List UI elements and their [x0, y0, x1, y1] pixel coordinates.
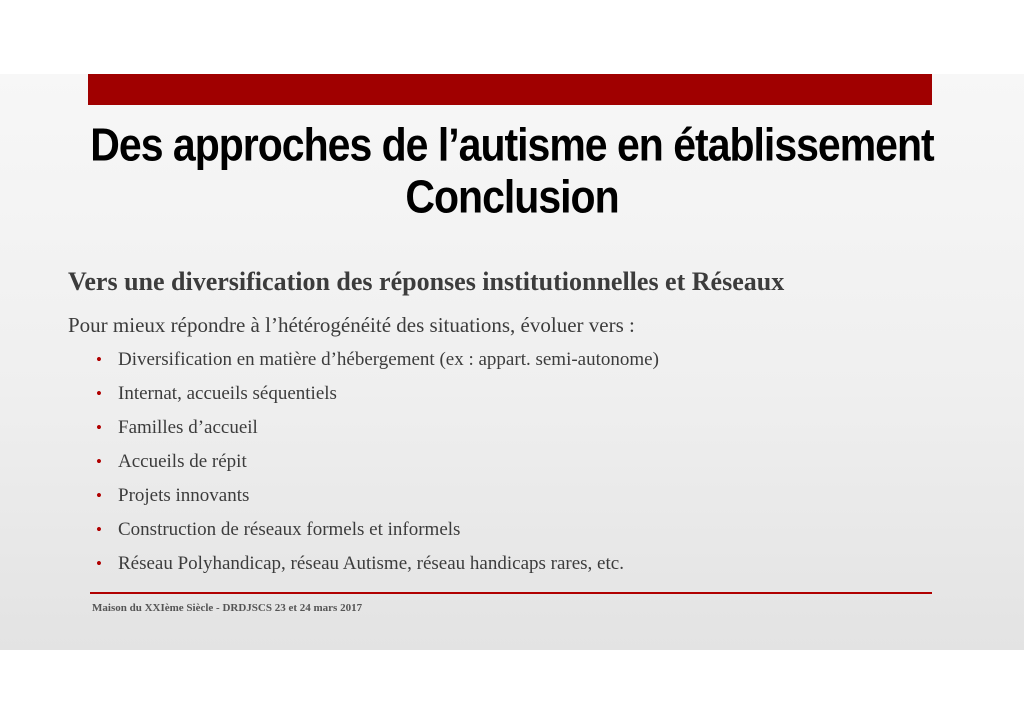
- top-accent-bar: [88, 74, 932, 105]
- footer-divider: [90, 592, 932, 594]
- bullet-dot-icon: •: [96, 350, 102, 369]
- intro-text: Pour mieux répondre à l’hétérogénéité des situations, évoluer vers :: [68, 313, 635, 337]
- bullet-item: [96, 346, 659, 380]
- slide-title: Des approches de l’autisme en établissement: [90, 119, 934, 171]
- bullet-item: [96, 516, 659, 550]
- bullet-list: [96, 346, 659, 584]
- bullet-text: Internat, accueils séquentiels: [118, 383, 337, 404]
- bullet-dot-icon: •: [96, 418, 102, 437]
- bullet-dot-icon: •: [96, 384, 102, 403]
- bullet-text: Diversification en matière d’hébergement (ex : appart. semi-autonome): [118, 349, 659, 370]
- slide-title-conclusion: Conclusion: [405, 171, 619, 223]
- bullet-item: [96, 448, 659, 482]
- bullet-text: Projets innovants: [118, 485, 250, 506]
- bullet-dot-icon: •: [96, 554, 102, 573]
- bullet-dot-icon: •: [96, 520, 102, 539]
- bullet-item: [96, 550, 659, 584]
- bullet-item: [96, 482, 659, 516]
- slide: [0, 74, 1024, 650]
- section-heading: Vers une diversification des réponses institutionnelles et Réseaux: [68, 267, 785, 296]
- bullet-dot-icon: •: [96, 486, 102, 505]
- bullet-text: Réseau Polyhandicap, réseau Autisme, réseau handicaps rares, etc.: [118, 553, 624, 574]
- bullet-item: [96, 414, 659, 448]
- footer-text: Maison du XXIème Siècle - DRDJSCS 23 et 24 mars 2017: [92, 602, 363, 614]
- bullet-item: [96, 380, 659, 414]
- bullet-dot-icon: •: [96, 452, 102, 471]
- bullet-text: Accueils de répit: [118, 451, 247, 472]
- bullet-text: Construction de réseaux formels et informels: [118, 519, 461, 540]
- bullet-text: Familles d’accueil: [118, 417, 258, 438]
